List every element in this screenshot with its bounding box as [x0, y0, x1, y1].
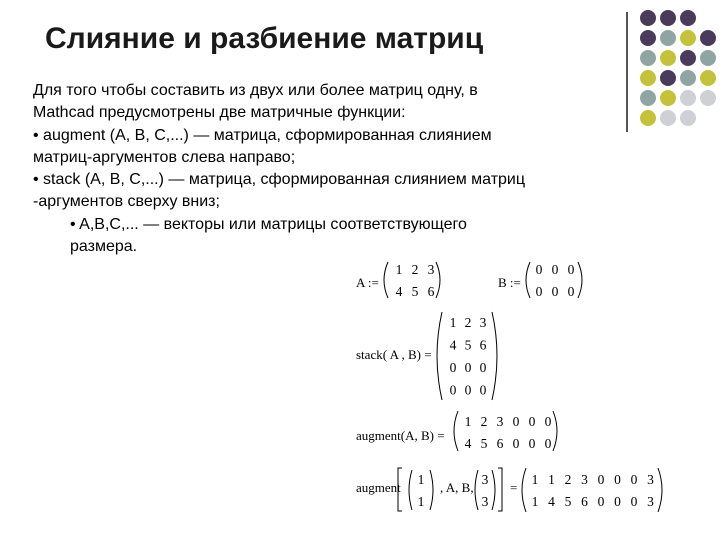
augment-result-cell: 0 [512, 414, 520, 429]
stack-result-cell: 0 [479, 382, 487, 398]
augment-label: augment(A, B) = [356, 428, 445, 443]
augment2-result-cell: 1 [531, 472, 539, 487]
vec1-left-paren [409, 470, 412, 510]
matrix-b-left-paren [526, 262, 530, 298]
augment-result-cell: 3 [496, 414, 504, 429]
matrix-a-cell: 2 [411, 262, 419, 277]
augment2-result-cell: 5 [564, 494, 572, 509]
augment-result-cell: 0 [512, 436, 520, 451]
vec1-right-paren [430, 470, 433, 510]
stack-result-cell: 2 [464, 315, 472, 330]
body-line: Mathcad предусмотрены две матричные функции: [33, 104, 406, 122]
augment-result-cell: 0 [544, 436, 552, 451]
assign-b-label: B := [498, 275, 521, 290]
slide-title: Слияние и разбиение матриц [45, 22, 484, 55]
vec2-cell: 3 [481, 472, 489, 487]
stack-result-cell: 6 [479, 337, 487, 353]
stack-result-cell: 4 [449, 337, 457, 353]
augment2-separator: , A, B, [440, 480, 474, 495]
augment-result-cell: 6 [496, 436, 504, 451]
augment2-result-cell: 0 [597, 494, 605, 509]
stack-result-cell: 0 [464, 382, 472, 398]
body-line: матриц-аргументов слева направо; [33, 148, 296, 166]
body-line: Для того чтобы составить из двух или более матриц одну, в [33, 82, 478, 99]
matrix-b-cell: 0 [567, 284, 575, 299]
matrix-b-cell: 0 [567, 262, 575, 277]
augment-result-cell: 0 [528, 436, 536, 451]
vec2-cell: 3 [481, 494, 489, 509]
augment2-result-cell: 6 [581, 494, 588, 509]
augment2-result-cell: 3 [647, 472, 654, 487]
augment2-result-cell: 3 [581, 472, 588, 487]
stack-result-cell: 1 [449, 315, 457, 330]
matrix-a-cell: 6 [427, 284, 435, 299]
stack-result-cell: 5 [464, 337, 472, 353]
matrix-a-left-paren [384, 262, 388, 298]
assign-a-label: A := [356, 275, 379, 290]
augment-result-cell: 5 [480, 436, 488, 451]
augment-result-cell: 1 [464, 414, 472, 429]
stack-result-cell: 0 [479, 360, 487, 375]
stack-result-cell: 3 [479, 315, 487, 330]
augment2-result-cell: 3 [647, 494, 654, 509]
augment-result-cell: 2 [480, 414, 488, 429]
vec1-cell: 1 [417, 472, 425, 487]
augment2-result-cell: 1 [548, 472, 555, 487]
augment2-result-cell: 4 [548, 494, 555, 509]
stack-right-paren [492, 312, 497, 400]
body-line: • augment (A, B, C,...) — матрица, сформированная слиянием [33, 126, 492, 144]
body-line: -аргументов сверху вниз; [33, 193, 220, 211]
stack-label: stack( A , B) = [356, 347, 432, 362]
matrix-a-cell: 4 [395, 284, 403, 299]
augment2-result-cell: 1 [531, 494, 539, 509]
augment2-result-cell: 0 [630, 472, 638, 487]
stack-result-cell: 0 [449, 382, 457, 398]
augment-right-paren [553, 411, 557, 451]
augment-left-paren [454, 411, 458, 451]
augment2-result-cell: 0 [614, 494, 621, 509]
matrix-b-right-paren [578, 262, 582, 298]
vec2-right-paren [492, 470, 495, 510]
body-line: • A,B,C,... — векторы или матрицы соответствующего [70, 215, 467, 233]
stack-left-paren [437, 312, 442, 400]
augment2-label: augment [356, 480, 401, 495]
vec2-left-paren [475, 470, 478, 510]
matrix-a-cell: 5 [411, 284, 419, 299]
augment-result-cell: 0 [544, 414, 552, 429]
augment2-result-left-paren [522, 468, 526, 512]
body-line: • stack (A, B, C,...) — матрица, сформированная слиянием матриц [33, 171, 526, 189]
augment-result-cell: 0 [528, 414, 536, 429]
augment2-result-right-paren [658, 468, 662, 512]
augment2-result-cell: 0 [597, 472, 605, 487]
matrix-a-cell: 3 [427, 262, 435, 277]
augment2-result-cell: 0 [614, 472, 621, 487]
stack-result-cell: 0 [449, 360, 457, 375]
matrix-b-cell: 0 [551, 262, 559, 277]
augment-result-cell: 4 [464, 436, 472, 451]
matrix-b-cell: 0 [551, 284, 559, 299]
matrix-a-cell: 1 [395, 262, 403, 277]
body-line: размера. [70, 238, 138, 256]
augment2-equals: = [510, 480, 518, 495]
matrix-a-right-paren [436, 262, 440, 298]
vec1-cell: 1 [417, 494, 425, 509]
augment2-result-cell: 0 [630, 494, 638, 509]
stack-result-cell: 0 [464, 360, 472, 375]
matrix-b-cell: 0 [535, 284, 543, 299]
augment2-result-cell: 2 [564, 472, 572, 487]
augment2-outer-bracket-right [498, 468, 502, 511]
matrix-b-cell: 0 [535, 262, 543, 277]
